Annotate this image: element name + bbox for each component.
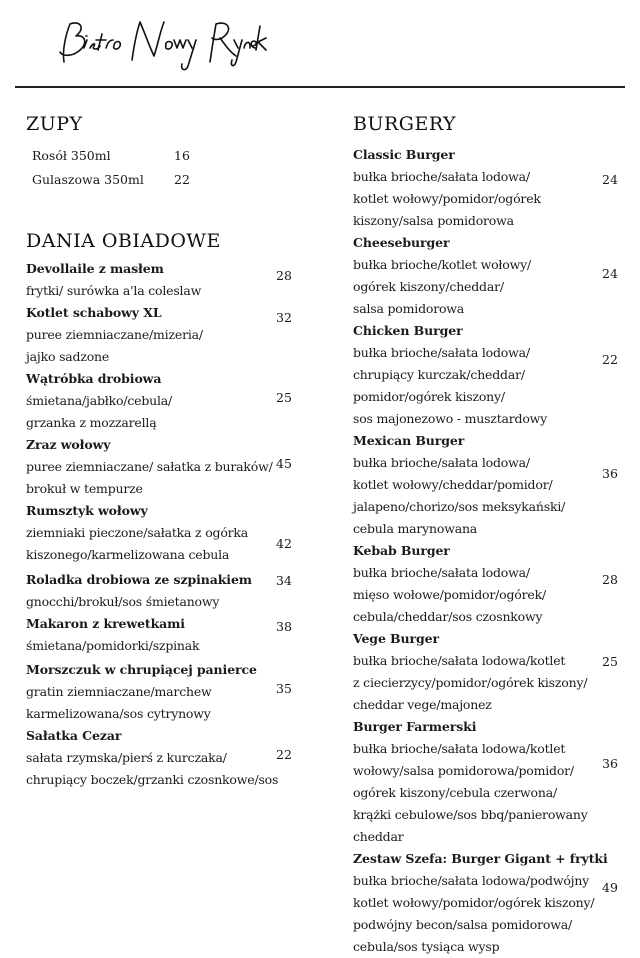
- menu-item: [26, 569, 296, 613]
- menu-item: [26, 302, 296, 368]
- soups-heading: ZUPY: [26, 113, 83, 135]
- dish-price: 22: [276, 747, 292, 762]
- dish-description: kotlet wołowy/pomidor/ogórek kiszony/: [353, 895, 595, 910]
- dish-description: ziemniaki pieczone/sałatka z ogórka: [26, 525, 249, 540]
- burgers-heading: BURGERY: [353, 113, 457, 135]
- dish-description: cebula marynowana: [353, 521, 478, 536]
- dish-description: kiszonego/karmelizowana cebula: [26, 547, 230, 562]
- dish-price: 24: [602, 172, 618, 187]
- dinner-heading: DANIA OBIADOWE: [26, 230, 221, 252]
- dish-price: 42: [276, 536, 292, 551]
- dish-description: chrupiący boczek/grzanki czosnkowe/sos: [26, 772, 279, 787]
- dish-description: sałata rzymska/pierś z kurczaka/: [26, 750, 227, 765]
- dish-name: Burger Farmerski: [353, 719, 477, 734]
- dish-description: pomidor/ogórek kiszony/: [353, 389, 505, 404]
- dish-description: cheddar vege/majonez: [353, 697, 492, 712]
- menu-item: [353, 848, 625, 958]
- dish-price: 28: [276, 268, 292, 283]
- dish-name: Makaron z krewetkami: [26, 616, 185, 631]
- dish-description: bułka brioche/kotlet wołowy/: [353, 257, 531, 272]
- soup-item: [32, 168, 296, 192]
- dish-name: Sałatka Cezar: [26, 728, 122, 743]
- dish-description: bułka brioche/sałata lodowa/podwójny: [353, 873, 590, 888]
- dish-description: bułka brioche/sałata lodowa/: [353, 345, 530, 360]
- dish-description: kotlet wołowy/cheddar/pomidor/: [353, 477, 553, 492]
- dish-price: 35: [276, 681, 292, 696]
- menu-item: [353, 232, 625, 320]
- dish-description: śmietana/pomidorki/szpinak: [26, 638, 200, 653]
- dish-name: Kebab Burger: [353, 543, 450, 558]
- dish-name: Kotlet schabowy XL: [26, 305, 162, 320]
- dish-description: gnocchi/brokuł/sos śmietanowy: [26, 594, 220, 609]
- dish-description: brokuł w tempurze: [26, 481, 143, 496]
- dish-name: Classic Burger: [353, 147, 455, 162]
- dish-description: śmietana/jabłko/cebula/: [26, 393, 173, 408]
- dish-description: puree ziemniaczane/ sałatka z buraków/: [26, 459, 273, 474]
- dish-description: sos majonezowo - musztardowy: [353, 411, 548, 426]
- dish-description: grzanka z mozzarellą: [26, 415, 157, 430]
- menu-item: [26, 659, 296, 725]
- dish-price: 34: [276, 573, 292, 588]
- dish-name: Chicken Burger: [353, 323, 463, 338]
- menu-item: [26, 258, 296, 302]
- menu-item: [26, 434, 296, 500]
- menu-item: [353, 320, 625, 430]
- dish-description: bułka brioche/sałata lodowa/: [353, 169, 530, 184]
- menu-item: [26, 613, 296, 657]
- dish-price: 38: [276, 619, 292, 634]
- dish-name: Vege Burger: [353, 631, 439, 646]
- dish-price: 25: [602, 654, 618, 669]
- dish-price: 36: [602, 466, 618, 481]
- menu-item: [353, 540, 625, 628]
- soup-name: Gulaszowa 350ml: [32, 172, 144, 187]
- dish-description: bułka brioche/sałata lodowa/kotlet: [353, 653, 566, 668]
- dish-name: Wątróbka drobiowa: [26, 371, 162, 386]
- dish-description: krążki cebulowe/sos bbq/panierowany: [353, 807, 588, 822]
- dish-name: Zraz wołowy: [26, 437, 111, 452]
- menu-item: [26, 725, 296, 791]
- dish-price: 36: [602, 756, 618, 771]
- right-column: [353, 112, 625, 958]
- dish-description: gratin ziemniaczane/marchew: [26, 684, 212, 699]
- dish-description: jalapeno/chorizo/sos meksykański/: [353, 499, 566, 514]
- dish-name: Cheeseburger: [353, 235, 450, 250]
- dish-description: salsa pomidorowa: [353, 301, 465, 316]
- dish-price: 45: [276, 456, 292, 471]
- dish-description: cebula/sos tysiąca wysp: [353, 939, 500, 954]
- dish-price: 49: [602, 880, 618, 895]
- dish-name: Zestaw Szefa: Burger Gigant + frytki: [353, 851, 608, 866]
- dish-name: Morszczuk w chrupiącej panierce: [26, 662, 257, 677]
- dish-description: bułka brioche/sałata lodowa/: [353, 455, 530, 470]
- menu-item: [353, 144, 625, 232]
- dish-price: 22: [602, 352, 618, 367]
- dish-description: cebula/cheddar/sos czosnkowy: [353, 609, 543, 624]
- dish-description: bułka brioche/sałata lodowa/: [353, 565, 530, 580]
- dish-price: 32: [276, 310, 292, 325]
- bistro-logo: [50, 12, 270, 78]
- dish-description: karmelizowana/sos cytrynowy: [26, 706, 211, 721]
- left-column: [26, 112, 296, 791]
- dish-description: wołowy/salsa pomidorowa/pomidor/: [353, 763, 574, 778]
- dish-name: Roladka drobiowa ze szpinakiem: [26, 572, 252, 587]
- dish-description: puree ziemniaczane/mizeria/: [26, 327, 203, 342]
- dish-description: kotlet wołowy/pomidor/ogórek: [353, 191, 541, 206]
- dish-description: frytki/ surówka a'la coleslaw: [26, 283, 202, 298]
- dish-name: Mexican Burger: [353, 433, 465, 448]
- dish-price: 28: [602, 572, 618, 587]
- dish-description: z ciecierzycy/pomidor/ogórek kiszony/: [353, 675, 588, 690]
- dish-description: jajko sadzone: [26, 349, 110, 364]
- dish-description: ogórek kiszony/cheddar/: [353, 279, 504, 294]
- soup-price: 22: [174, 172, 190, 187]
- header-divider: [15, 86, 625, 88]
- dish-description: bułka brioche/sałata lodowa/kotlet: [353, 741, 566, 756]
- dish-description: podwójny becon/salsa pomidorowa/: [353, 917, 572, 932]
- dish-description: chrupiący kurczak/cheddar/: [353, 367, 525, 382]
- dish-description: kiszony/salsa pomidorowa: [353, 213, 514, 228]
- dish-price: 25: [276, 390, 292, 405]
- soup-item: [32, 144, 296, 168]
- dish-description: cheddar: [353, 829, 404, 844]
- dish-description: ogórek kiszony/cebula czerwona/: [353, 785, 557, 800]
- soup-price: 16: [174, 148, 190, 163]
- menu-item: [353, 628, 625, 716]
- dish-name: Devollaile z masłem: [26, 261, 164, 276]
- dish-description: mięso wołowe/pomidor/ogórek/: [353, 587, 546, 602]
- menu-item: [26, 368, 296, 434]
- menu-item: [353, 716, 625, 848]
- dish-name: Rumsztyk wołowy: [26, 503, 148, 518]
- menu-item: [353, 430, 625, 540]
- soup-name: Rosół 350ml: [32, 148, 111, 163]
- dish-price: 24: [602, 266, 618, 281]
- menu-item: [26, 500, 296, 566]
